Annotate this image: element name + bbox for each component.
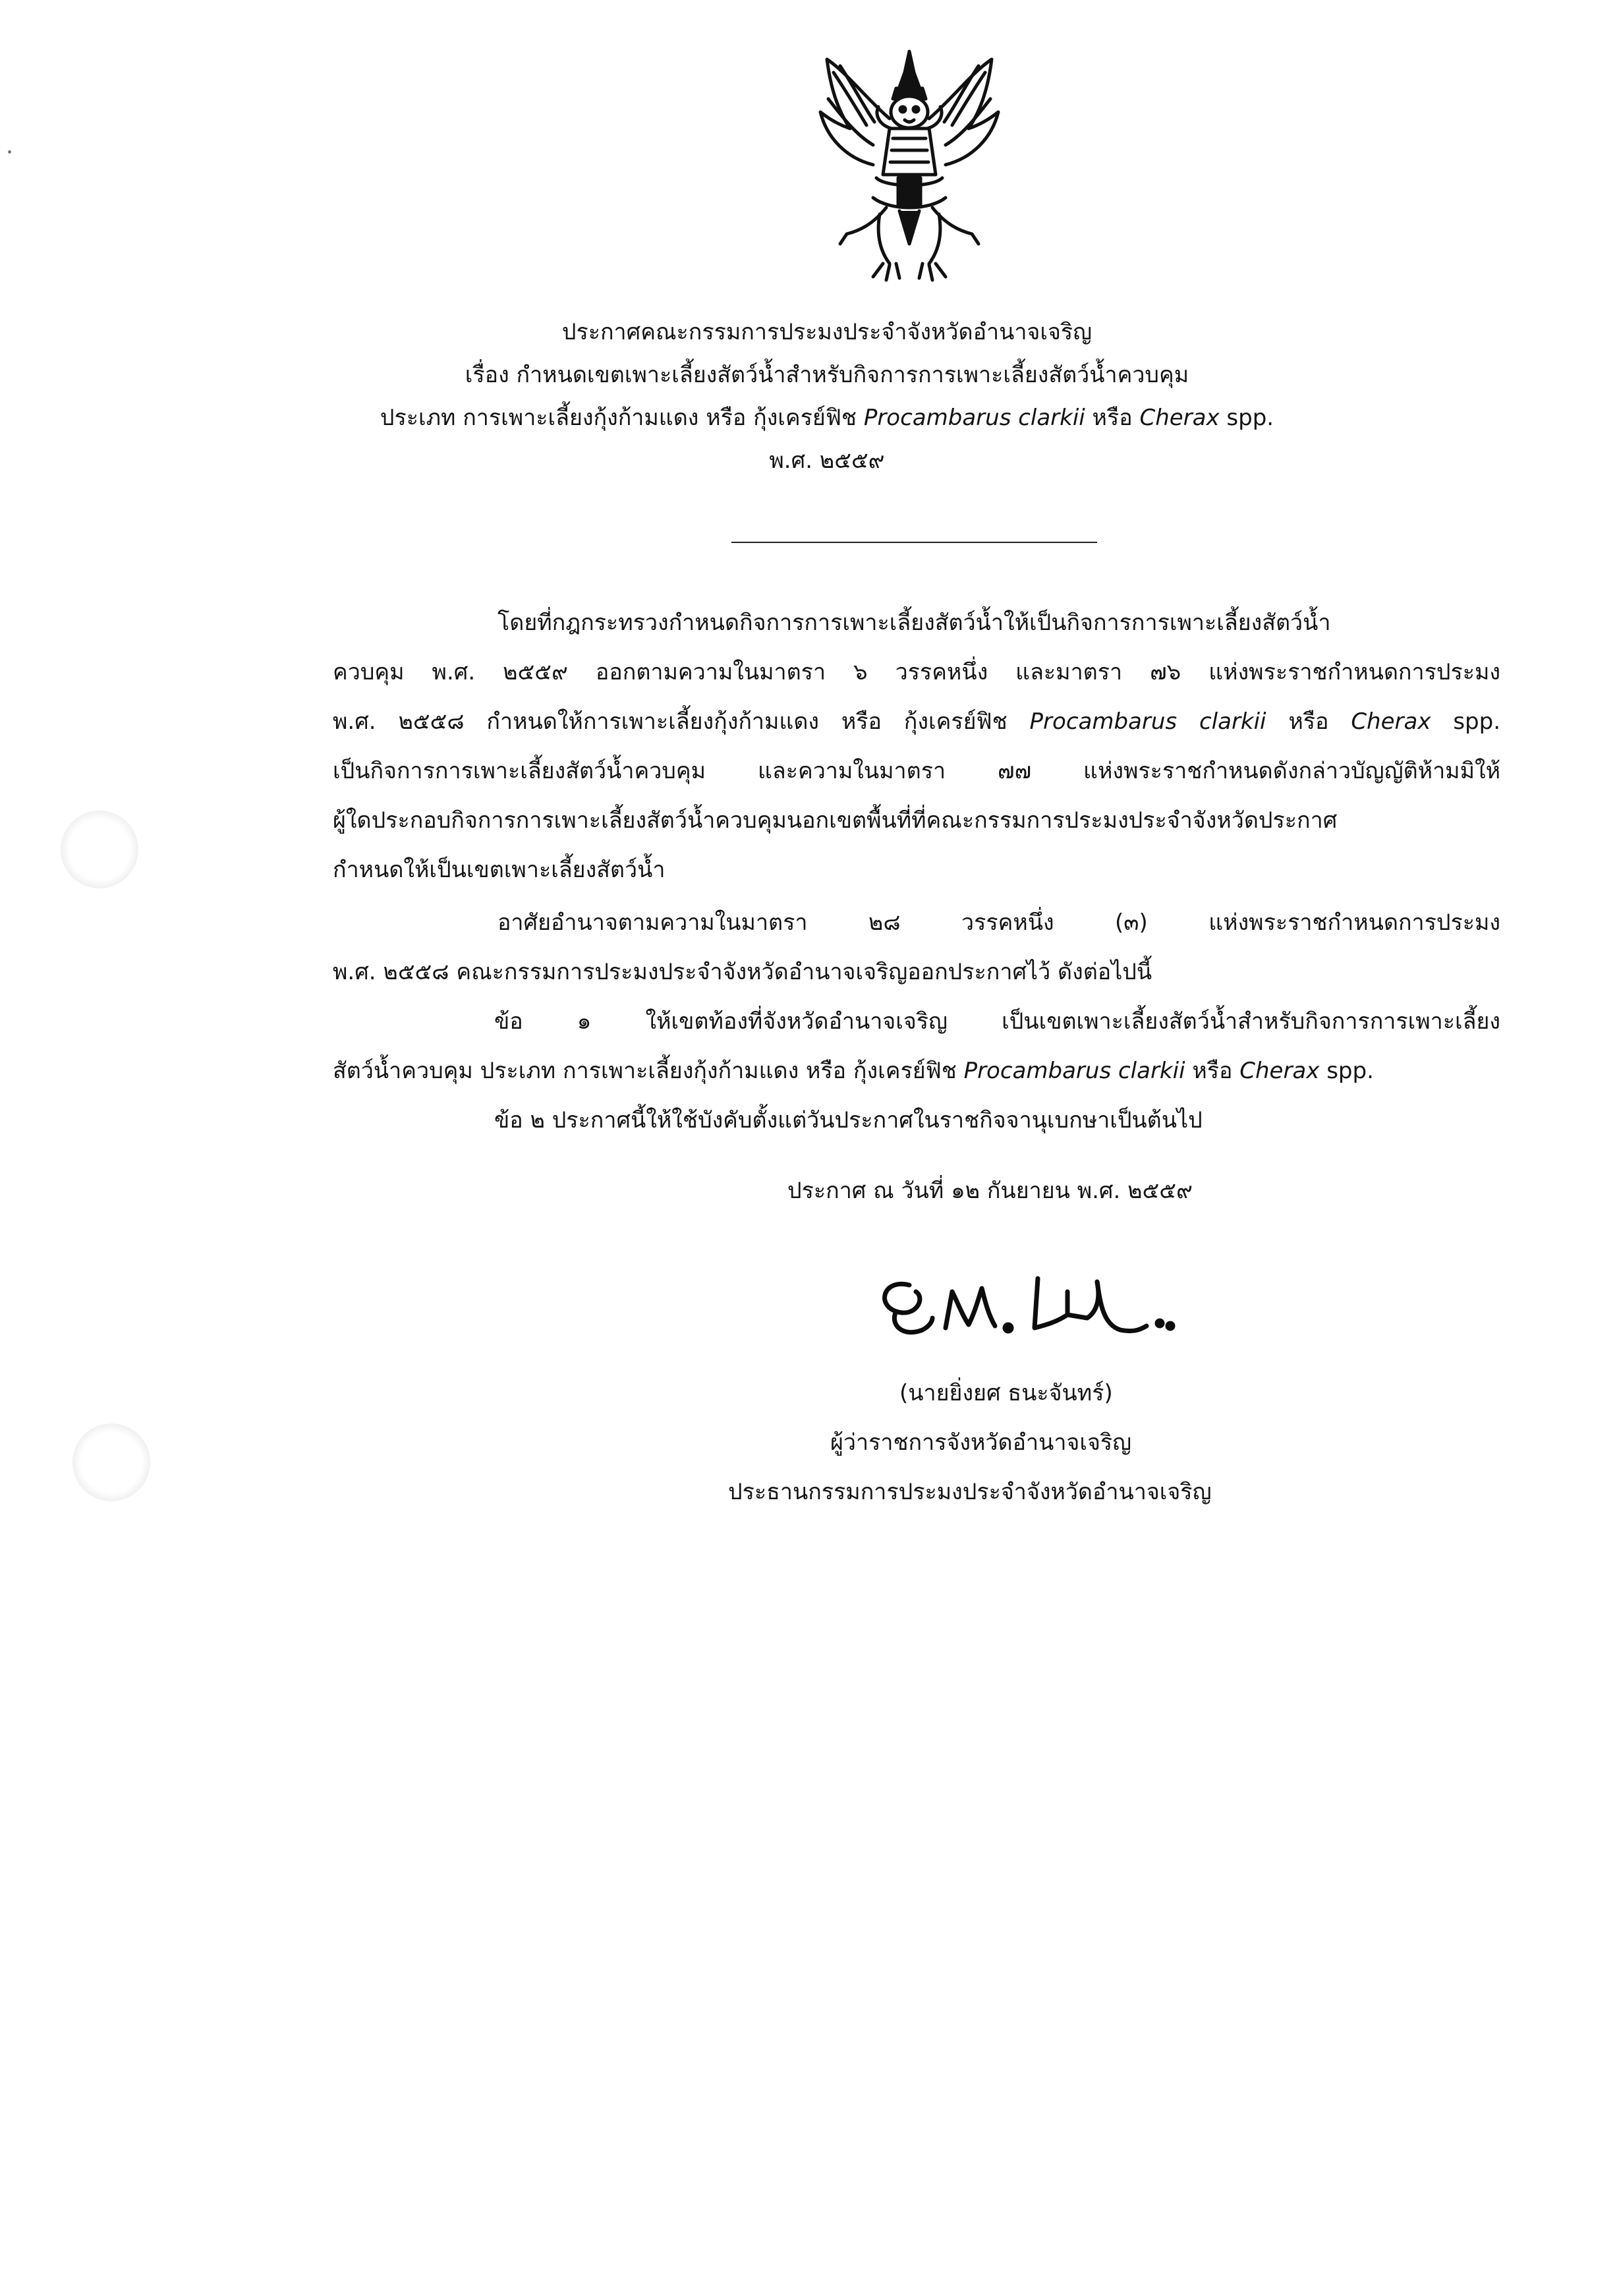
header-subject: เรื่อง กำหนดเขตเพาะเลี้ยงสัตว์น้ำสำหรับกิจการการเพาะเลี้ยงสัตว์น้ำควบคุม <box>465 362 1189 388</box>
body-line: สัตว์น้ำควบคุม ประเภท การเพาะเลี้ยงกุ้งก้ามแดง หรือ กุ้งเครย์ฟิช Procambarus clarkii หรือ Cherax spp. <box>333 1058 1374 1084</box>
body-line: ควบคุม พ.ศ. ๒๕๕๙ ออกตามความในมาตรา ๖ วรรคหนึ่ง และมาตรา ๗๖ แห่งพระราชกำหนดการประมง <box>333 659 1500 685</box>
body-line: พ.ศ. ๒๕๕๘ คณะกรรมการประมงประจำจังหวัดอำนาจเจริญออกประกาศไว้ ดังต่อไปนี้ <box>333 959 1152 985</box>
handwritten-signature <box>870 1252 1212 1358</box>
body-line: พ.ศ. ๒๕๕๘ กำหนดให้การเพาะเลี้ยงกุ้งก้ามแดง หรือ กุ้งเครย์ฟิช Procambarus clarkii หรือ Cherax spp. <box>333 708 1501 735</box>
body-line: ข้อ ๒ ประกาศนี้ให้ใช้บังคับตั้งแต่วันประกาศในราชกิจจานุเบกษาเป็นต้นไป <box>494 1107 1203 1134</box>
header-category: ประเภท การเพาะเลี้ยงกุ้งก้ามแดง หรือ กุ้งเครย์ฟิช Procambarus clarkii หรือ Cherax spp. <box>380 405 1274 431</box>
signer-name: (นายยิ่งยศ ธนะจันทร์) <box>899 1380 1113 1406</box>
body-line: ผู้ใดประกอบกิจการการเพาะเลี้ยงสัตว์น้ำควบคุมนอกเขตพื้นที่ที่คณะกรรมการประมงประจำจังหวัดประกาศ <box>333 807 1338 834</box>
punch-hole <box>72 1423 150 1501</box>
punch-hole <box>61 811 138 888</box>
body-line: อาศัยอำนาจตามความในมาตรา ๒๘ วรรคหนึ่ง (๓) แห่งพระราชกำหนดการประมง <box>497 909 1500 936</box>
body-line: เป็นกิจการการเพาะเลี้ยงสัตว์น้ำควบคุม และความในมาตรา ๗๗ แห่งพระราชกำหนดดังกล่าวบัญญัติห้ามมิให้ <box>333 758 1500 784</box>
body-line: โดยที่กฎกระทรวงกำหนดกิจการการเพาะเลี้ยงสัตว์น้ำให้เป็นกิจการการเพาะเลี้ยงสัตว์น้ำ <box>497 610 1331 636</box>
announcement-date: ประกาศ ณ วันที่ ๑๒ กันยายน พ.ศ. ๒๕๕๙ <box>787 1178 1193 1204</box>
signer-committee-title: ประธานกรรมการประมงประจำจังหวัดอำนาจเจริญ <box>728 1479 1212 1505</box>
header-title: ประกาศคณะกรรมการประมงประจำจังหวัดอำนาจเจริญ <box>561 319 1093 345</box>
header-divider <box>731 542 1097 543</box>
garuda-emblem-icon <box>801 46 1018 283</box>
paper-speck <box>8 150 11 154</box>
signer-title: ผู้ว่าราชการจังหวัดอำนาจเจริญ <box>830 1429 1132 1456</box>
body-line: กำหนดให้เป็นเขตเพาะเลี้ยงสัตว์น้ำ <box>333 857 666 883</box>
header-year: พ.ศ. ๒๕๕๙ <box>769 447 885 474</box>
body-line: ข้อ ๑ ให้เขตท้องที่จังหวัดอำนาจเจริญ เป็นเขตเพาะเลี้ยงสัตว์น้ำสำหรับกิจการการเพาะเลี้ยง <box>494 1008 1500 1035</box>
